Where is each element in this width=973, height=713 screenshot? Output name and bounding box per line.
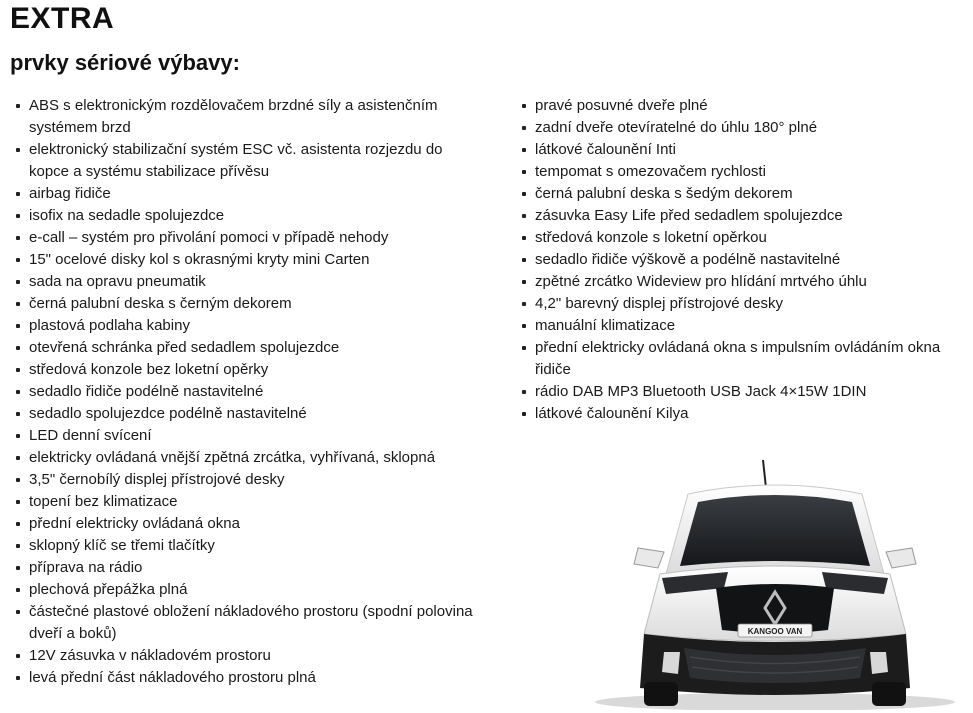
feature-item: přední elektricky ovládaná okna s impulsním ovládáním okna řidiče [516,337,968,381]
page-title: EXTRA [10,2,115,35]
feature-item: černá palubní deska s šedým dekorem [516,183,968,205]
right-feature-list [516,95,968,425]
plate-text: KANGOO VAN [747,627,803,636]
feature-item: sedadlo řidiče podélně nastavitelné [10,381,480,403]
feature-item: středová konzole s loketní opěrkou [516,227,968,249]
feature-item: sklopný klíč se třemi tlačítky [10,535,480,557]
feature-item: elektricky ovládaná vnější zpětná zrcátka, vyhřívaná, sklopná [10,447,480,469]
feature-item: sedadlo řidiče výškově a podélně nastavitelné [516,249,968,271]
feature-item: částečné plastové obložení nákladového prostoru (spodní polovina dveří a boků) [10,601,480,645]
feature-item: černá palubní deska s černým dekorem [10,293,480,315]
feature-item: 12V zásuvka v nákladovém prostoru [10,645,480,667]
feature-item: plechová přepážka plná [10,579,480,601]
feature-item: ABS s elektronickým rozdělovačem brzdné síly a asistenčním systémem brzd [10,95,480,139]
feature-item: levá přední část nákladového prostoru plná [10,667,480,689]
feature-item: e-call – systém pro přivolání pomoci v případě nehody [10,227,480,249]
feature-item: přední elektricky ovládaná okna [10,513,480,535]
feature-item: zásuvka Easy Life před sedadlem spolujezdce [516,205,968,227]
left-feature-list [10,95,480,689]
van-image [580,452,970,710]
feature-item: tempomat s omezovačem rychlosti [516,161,968,183]
feature-item: elektronický stabilizační systém ESC vč. asistenta rozjezdu do kopce a systému stabilizace přívěsu [10,139,480,183]
feature-item: topení bez klimatizace [10,491,480,513]
feature-item: rádio DAB MP3 Bluetooth USB Jack 4×15W 1DIN [516,381,968,403]
feature-item: sada na opravu pneumatik [10,271,480,293]
feature-item: airbag řidiče [10,183,480,205]
feature-item: manuální klimatizace [516,315,968,337]
page-subtitle: prvky sériové výbavy: [10,50,240,75]
feature-item: látkové čalounění Inti [516,139,968,161]
feature-item: 3,5" černobílý displej přístrojové desky [10,469,480,491]
feature-item: zadní dveře otevíratelné do úhlu 180° plné [516,117,968,139]
feature-item: středová konzole bez loketní opěrky [10,359,480,381]
feature-item: otevřená schránka před sedadlem spolujezdce [10,337,480,359]
feature-item: pravé posuvné dveře plné [516,95,968,117]
feature-item: látkové čalounění Kilya [516,403,968,425]
feature-item: 15" ocelové disky kol s okrasnými kryty mini Carten [10,249,480,271]
feature-item: příprava na rádio [10,557,480,579]
feature-item: 4,2" barevný displej přístrojové desky [516,293,968,315]
feature-item: LED denní svícení [10,425,480,447]
feature-item: plastová podlaha kabiny [10,315,480,337]
feature-item: sedadlo spolujezdce podélně nastavitelné [10,403,480,425]
feature-item: isofix na sedadle spolujezdce [10,205,480,227]
feature-item: zpětné zrcátko Wideview pro hlídání mrtvého úhlu [516,271,968,293]
